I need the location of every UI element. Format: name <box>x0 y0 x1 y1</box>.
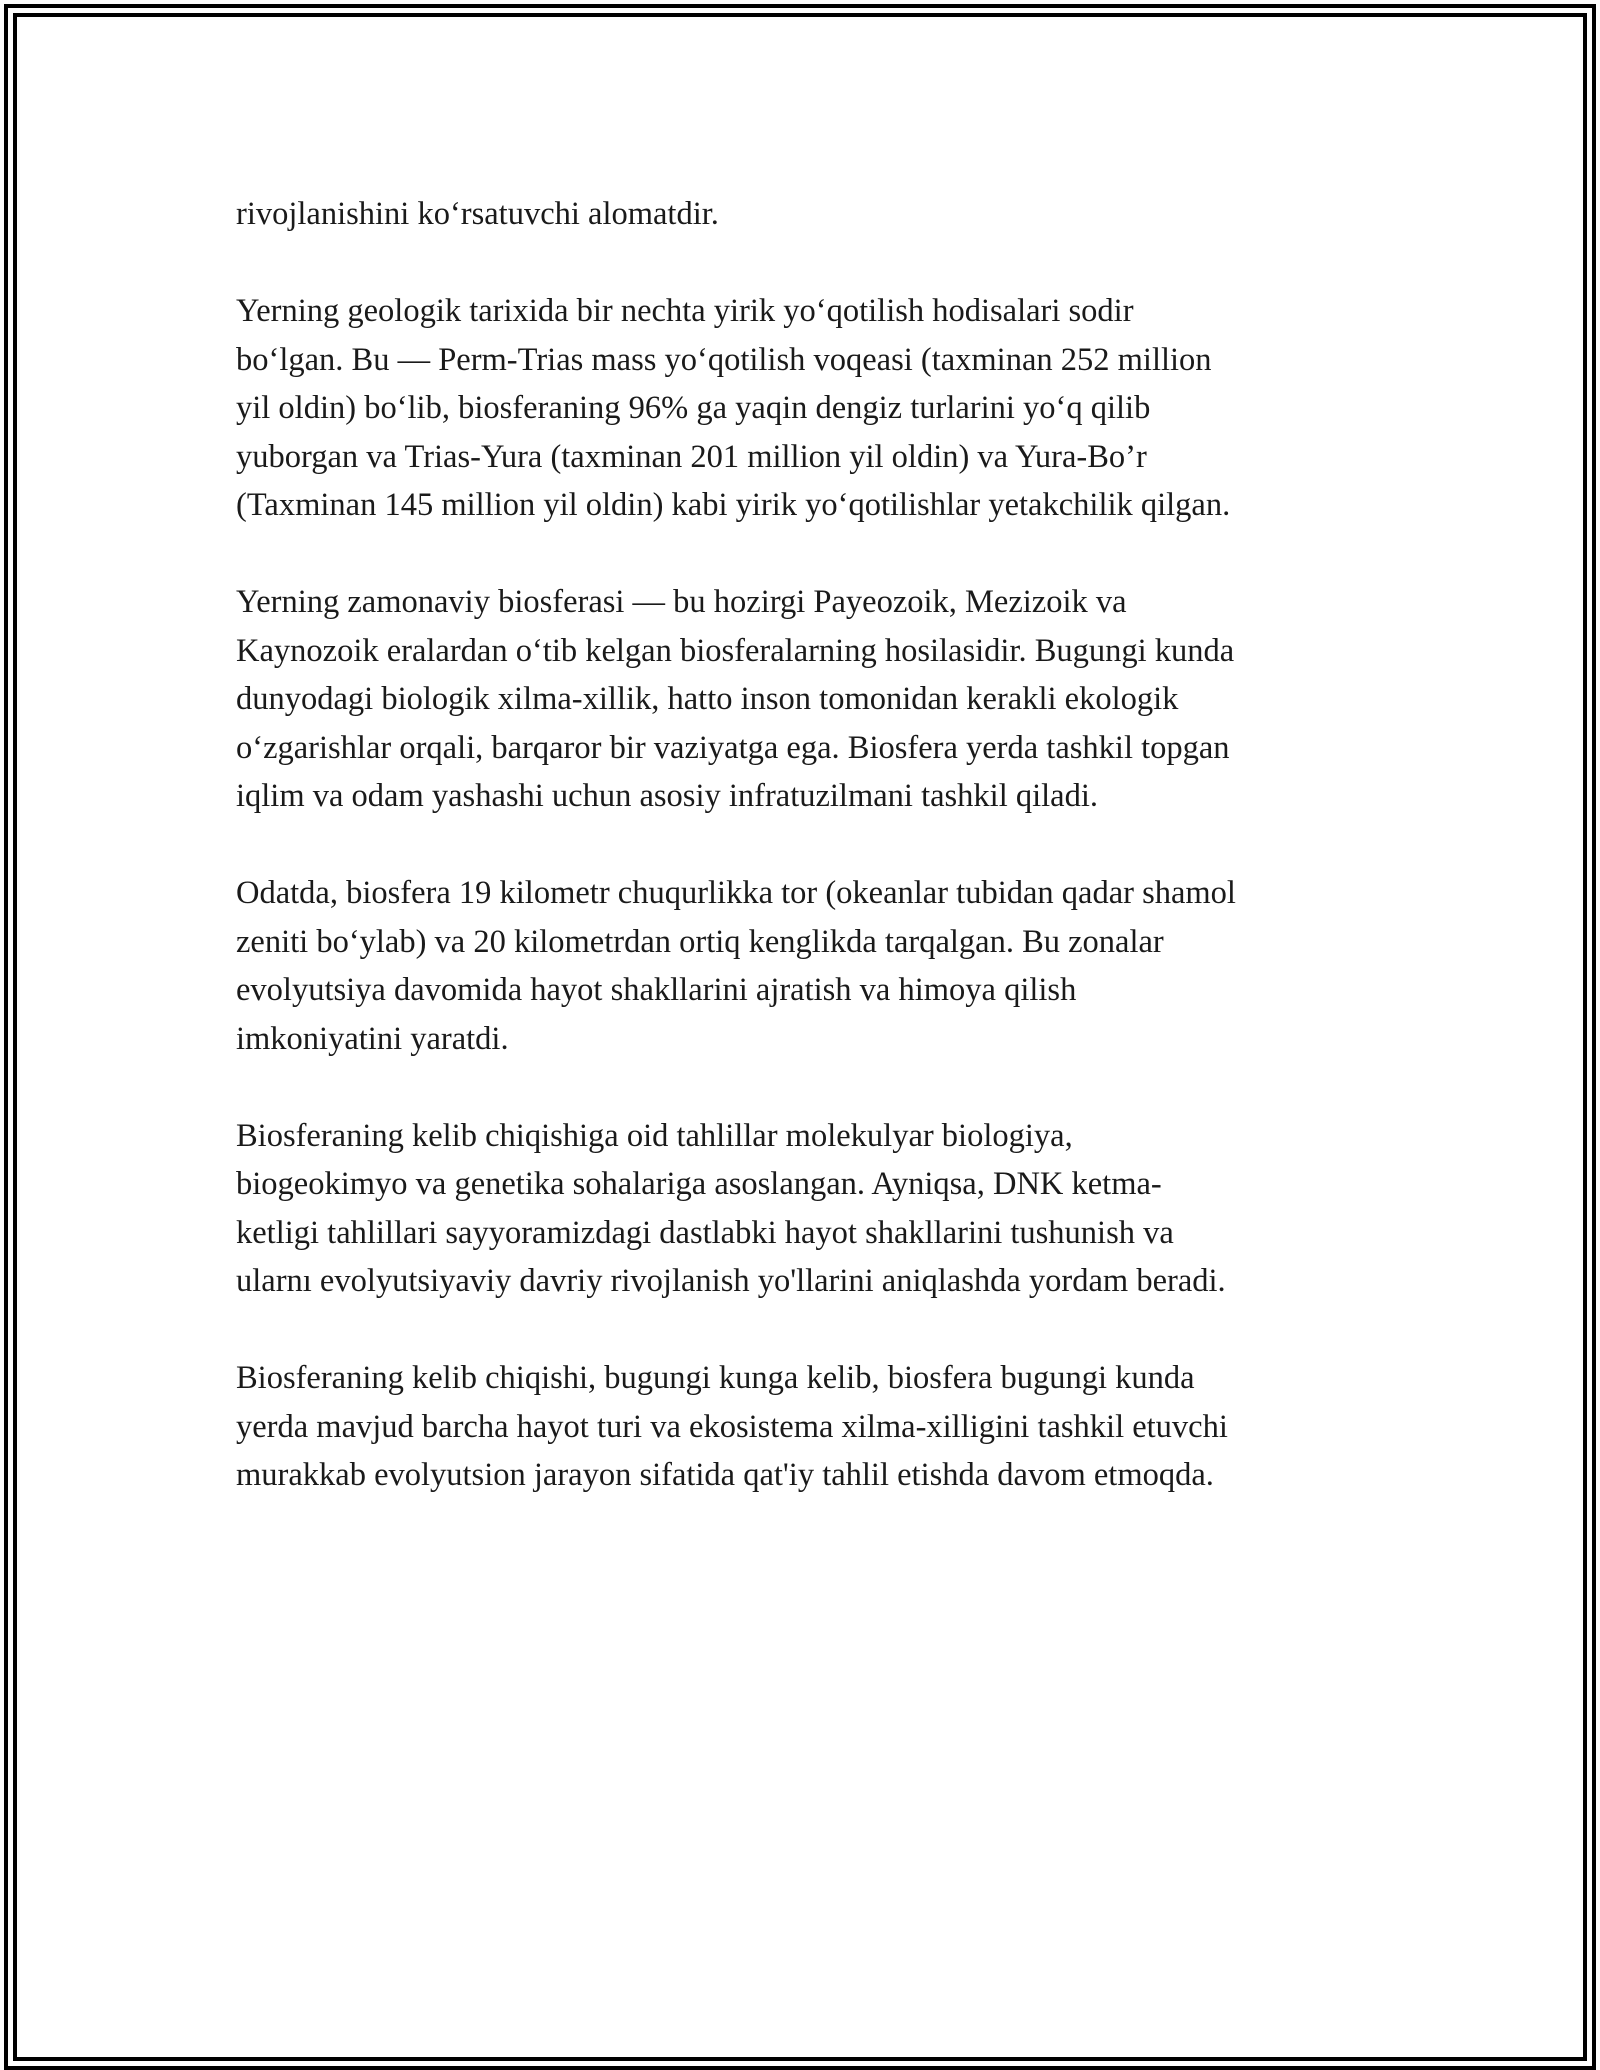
text-line: Biosferaning kelib chiqishiga oid tahlillar molekulyar biologiya, <box>236 1117 1073 1154</box>
text-line: imkoniyatini yaratdi. <box>236 1020 509 1057</box>
text-line: yerda mavjud barcha hayot turi va ekosistema xilma-xilligini tashkil etuvchi <box>236 1408 1228 1445</box>
text-line: Yerning geologik tarixida bir nechta yirik yo‘qotilish hodisalari sodir <box>236 293 1134 329</box>
text-line: o‘zgarishlar orqali, barqaror bir vaziyatga ega. Biosfera yerda tashkil topgan <box>236 729 1230 766</box>
text-line: bo‘lgan. Bu — Perm-Trias mass yo‘qotilish voqeasi (taxminan 252 million <box>236 341 1212 378</box>
paragraph-4 <box>236 869 1386 1063</box>
paragraph-1 <box>236 190 1386 239</box>
text-line: murakkab evolyutsion jarayon sifatida qat'iy tahlil etishda davom etmoqda. <box>236 1457 1214 1493</box>
text-line: Odatda, biosfera 19 kilometr chuqurlikka tor (okeanlar tubidan qadar shamol <box>236 875 1236 911</box>
paragraph-5 <box>236 1112 1386 1306</box>
document-body <box>236 190 1386 1548</box>
text-line: evolyutsiya davomida hayot shakllarini ajratish va himoya qilish <box>236 972 1077 1008</box>
text-line: yuborgan va Trias-Yura (taxminan 201 million yil oldin) va Yura-Bo’r <box>236 438 1147 475</box>
text-line: ularnı evolyutsiyaviy davriy rivojlanish yo'llarini aniqlashda yordam beradi. <box>236 1263 1226 1299</box>
text-line: yil oldin) bo‘lib, biosferaning 96% ga yaqin dengiz turlarini yo‘q qilib <box>236 390 1151 426</box>
paragraph-3 <box>236 578 1386 821</box>
text-line: Kaynozoik eralardan o‘tib kelgan biosferalarning hosilasidir. Bugungi kunda <box>236 632 1235 669</box>
text-line: ketligi tahlillari sayyoramizdagi dastlabki hayot shakllarini tushunish va <box>236 1214 1174 1251</box>
text-line: rivojlanishini ko‘rsatuvchi alomatdir. <box>236 196 719 232</box>
text-line: zeniti bo‘ylab) va 20 kilometrdan ortiq kenglikda tarqalgan. Bu zonalar <box>236 923 1164 960</box>
text-line: Yerning zamonaviy biosferasi — bu hozirgi Payeozoik, Mezizoik va <box>236 584 1127 620</box>
text-line: biogeokimyo va genetika sohalariga asoslangan. Ayniqsa, DNK ketma- <box>236 1166 1162 1202</box>
paragraph-6 <box>236 1354 1386 1500</box>
paragraph-2 <box>236 287 1386 530</box>
text-line: iqlim va odam yashashi uchun asosiy infratuzilmani tashkil qiladi. <box>236 778 1098 814</box>
text-line: dunyodagi biologik xilma-xillik, hatto inson tomonidan kerakli ekologik <box>236 681 1179 717</box>
text-line: Biosferaning kelib chiqishi, bugungi kunga kelib, biosfera bugungi kunda <box>236 1360 1195 1396</box>
text-line: (Taxminan 145 million yil oldin) kabi yirik yo‘qotilishlar yetakchilik qilgan. <box>236 487 1231 523</box>
